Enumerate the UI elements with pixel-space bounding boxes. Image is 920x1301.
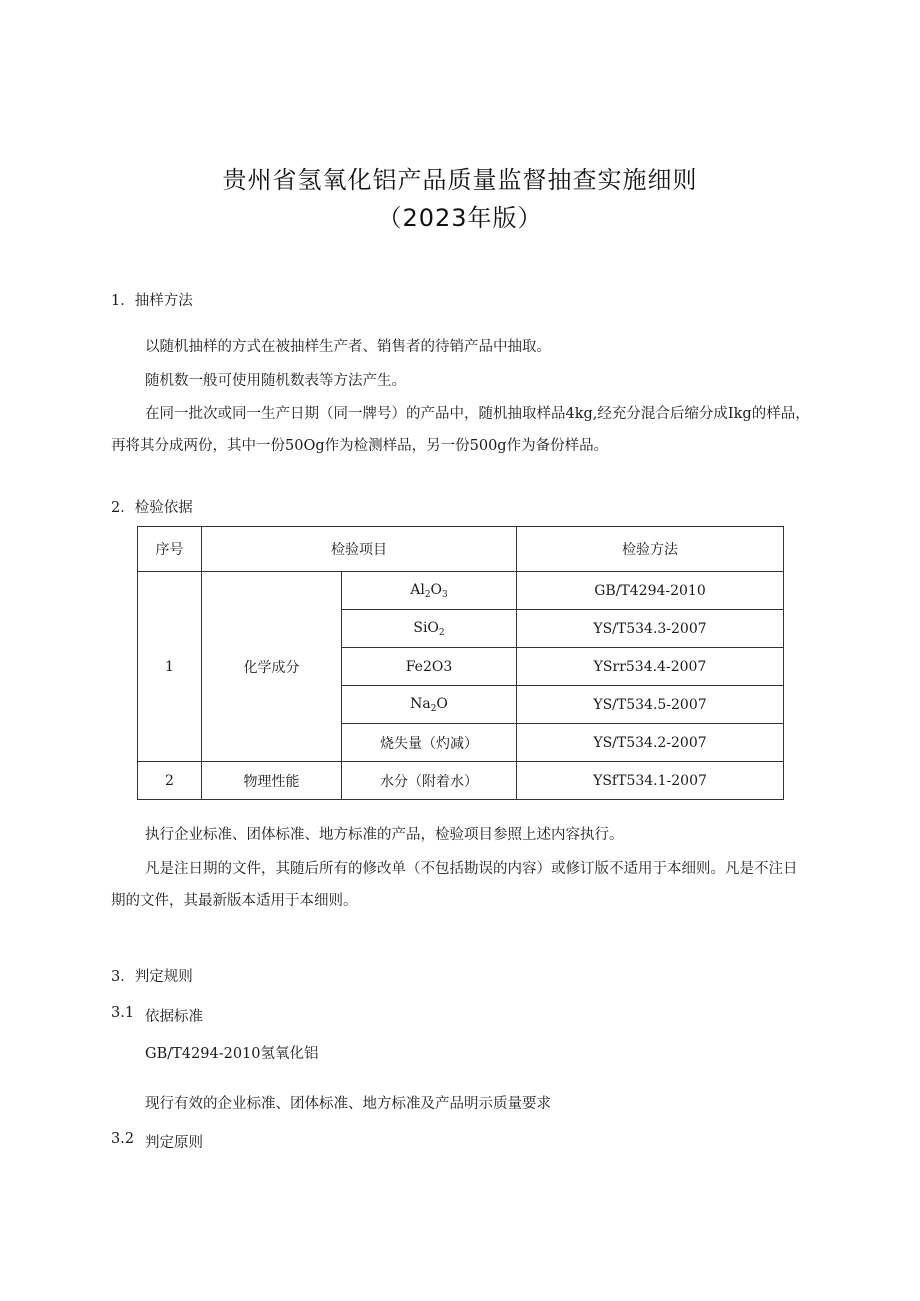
category-cell: 物理性能 <box>202 762 342 800</box>
standard-reference-2: 现行有效的企业标准、团体标准、地方标准及产品明示质量要求 <box>145 1096 551 1112</box>
method-cell: GB/T4294-2010 <box>517 572 784 610</box>
serial-no-cell: 2 <box>138 762 202 800</box>
method-cell: YS/T534.3-2007 <box>517 610 784 648</box>
section-2-note-1: 执行企业标准、团体标准、地方标准的产品，检验项目参照上述内容执行。 <box>145 827 624 843</box>
table-row <box>138 762 784 800</box>
subsection-3-2-title: 判定原则 <box>145 1135 203 1151</box>
method-cell: YS/T534.5-2007 <box>517 686 784 724</box>
section-1-paragraph-2: 随机数一般可使用随机数表等方法产生。 <box>145 373 406 389</box>
subsection-3-2-number: 3.2 <box>111 1131 135 1147</box>
section-1-paragraph-3: 在同一批次或同一生产日期（同一牌号）的产品中，随机抽取样品4kg,经充分混合后缩分成Ikg的样品，再将其分成两份，其中一份50Og作为检测样品，另一份500g作为备份样品。 <box>111 406 810 454</box>
method-cell: YSfT534.1-2007 <box>517 762 784 800</box>
standard-reference-1: GB/T4294-2010氢氧化铝 <box>145 1046 319 1062</box>
item-cell: 水分（附着水） <box>342 762 517 800</box>
section-1-heading: 1．抽样方法 <box>111 293 193 309</box>
table-row <box>138 572 784 610</box>
section-3-heading: 3．判定规则 <box>111 969 193 985</box>
category-cell: 化学成分 <box>202 572 342 762</box>
item-cell: $Na_2O$ <box>342 686 517 724</box>
section-1-paragraph-1: 以随机抽样的方式在被抽样生产者、销售者的待销产品中抽取。 <box>145 339 551 355</box>
section-2-heading: 2．检验依据 <box>111 500 193 516</box>
inspection-basis-table <box>137 526 784 800</box>
table-header-row <box>138 527 784 572</box>
header-inspection-item: 检验项目 <box>202 527 517 572</box>
header-serial-no: 序号 <box>138 527 202 572</box>
subsection-3-1-title: 依据标准 <box>145 1009 203 1025</box>
header-inspection-method: 检验方法 <box>517 527 784 572</box>
method-cell: YS/T534.2-2007 <box>517 724 784 762</box>
subsection-3-1-number: 3.1 <box>111 1005 135 1021</box>
section-2-note-2: 凡是注日期的文件，其随后所有的修改单（不包括勘误的内容）或修订版不适用于本细则。凡是不注日期的文件，其最新版本适用于本细则。 <box>111 861 798 909</box>
serial-no-cell: 1 <box>138 572 202 762</box>
method-cell: YSrr534.4-2007 <box>517 648 784 686</box>
document-title: 贵州省氢氧化铝产品质量监督抽查实施细则 <box>222 166 698 194</box>
item-cell: Fe2O3 <box>342 648 517 686</box>
item-cell: SiO$_2$ <box>342 610 517 648</box>
document-edition: （2023年版） <box>377 204 543 232</box>
item-cell: 烧失量（灼减） <box>342 724 517 762</box>
item-cell: $Al_2O_3$ <box>342 572 517 610</box>
